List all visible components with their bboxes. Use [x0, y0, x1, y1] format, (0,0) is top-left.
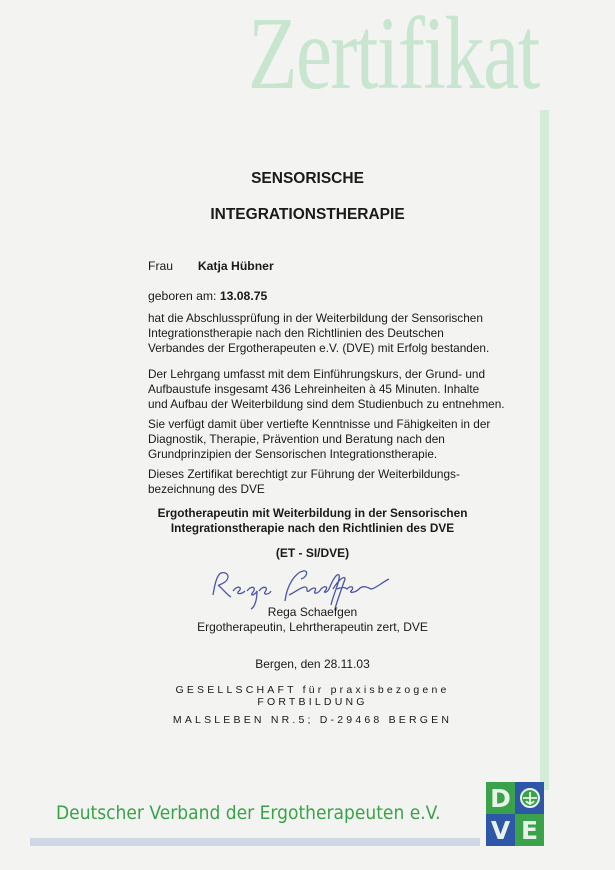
text-line: bezeichnung des DVE: [148, 482, 265, 496]
text-line: Dieses Zertifikat berechtigt zur Führung der Weiterbildungs-: [148, 467, 460, 481]
text-line: Diagnostik, Therapie, Prävention und Beratung nach den: [148, 432, 445, 446]
text-line: Integrationstherapie nach den Richtlinien des DVE: [170, 521, 455, 535]
birth-row: [148, 289, 267, 303]
text-line: Sie verfügt damit über vertiefte Kenntnisse und Fähigkeiten in der: [148, 417, 491, 431]
birth-date: 13.08.75: [219, 289, 268, 303]
place-date: Bergen, den 28.11.03: [255, 657, 370, 671]
title-line-1: SENSORISCHE: [251, 170, 364, 187]
text-line: hat die Abschlussprüfung in der Weiterbildung der Sensorischen: [148, 311, 483, 325]
footer-organization: Deutscher Verband der Ergotherapeuten e.V.: [56, 802, 441, 824]
designation: [140, 506, 485, 536]
text-line: Grundprinzipien der Sensorischen Integrationstherapie.: [148, 447, 438, 461]
decorative-horizontal-bar: [30, 838, 480, 846]
watermark-title: Zertifikat: [248, 0, 539, 111]
text-line: Ergotherapeutin mit Weiterbildung in der Sensorischen: [157, 506, 468, 520]
logo-letter-v: V: [486, 814, 515, 846]
issuer-address: MALSLEBEN NR.5; D-29468 BERGEN: [172, 714, 453, 726]
abbreviation: (ET - SI/DVE): [275, 546, 350, 560]
dve-logo: [486, 782, 544, 846]
paragraph-entitlement: [148, 467, 478, 497]
text-line: Verbandes der Ergotherapeuten e.V. (DVE) mit Erfolg bestanden.: [148, 341, 490, 355]
salutation: Frau: [148, 259, 174, 273]
title-line-2: INTEGRATIONSTHERAPIE: [210, 206, 405, 223]
logo-letter-d: D: [486, 782, 515, 814]
signer-role: Ergotherapeutin, Lehrtherapeutin zert, DVE: [197, 620, 428, 634]
text-line: Aufbaustufe insgesamt 436 Lehreinheiten à 45 Minuten. Inhalte: [148, 382, 480, 396]
issuer-line-2: FORTBILDUNG: [257, 696, 368, 708]
recipient-name: Katja Hübner: [197, 259, 274, 273]
birth-label: geboren am:: [148, 289, 217, 303]
signer-name: Rega Schaefgen: [267, 605, 358, 619]
paragraph-course: [148, 367, 505, 412]
text-line: Der Lehrgang umfasst mit dem Einführungskurs, der Grund- und: [148, 367, 486, 381]
text-line: und Aufbau der Weiterbildung sind dem Studienbuch zu entnehmen.: [148, 397, 505, 411]
recipient-row: [148, 259, 274, 273]
paragraph-skills: [148, 417, 491, 462]
issuer-line-1: GESELLSCHAFT für praxisbezogene: [175, 684, 450, 696]
logo-letter-e: E: [515, 814, 544, 846]
paragraph-exam: [148, 311, 490, 356]
text-line: Integrationstherapie nach den Richtlinien des Deutschen: [148, 326, 444, 340]
logo-emblem-icon: [515, 782, 544, 814]
